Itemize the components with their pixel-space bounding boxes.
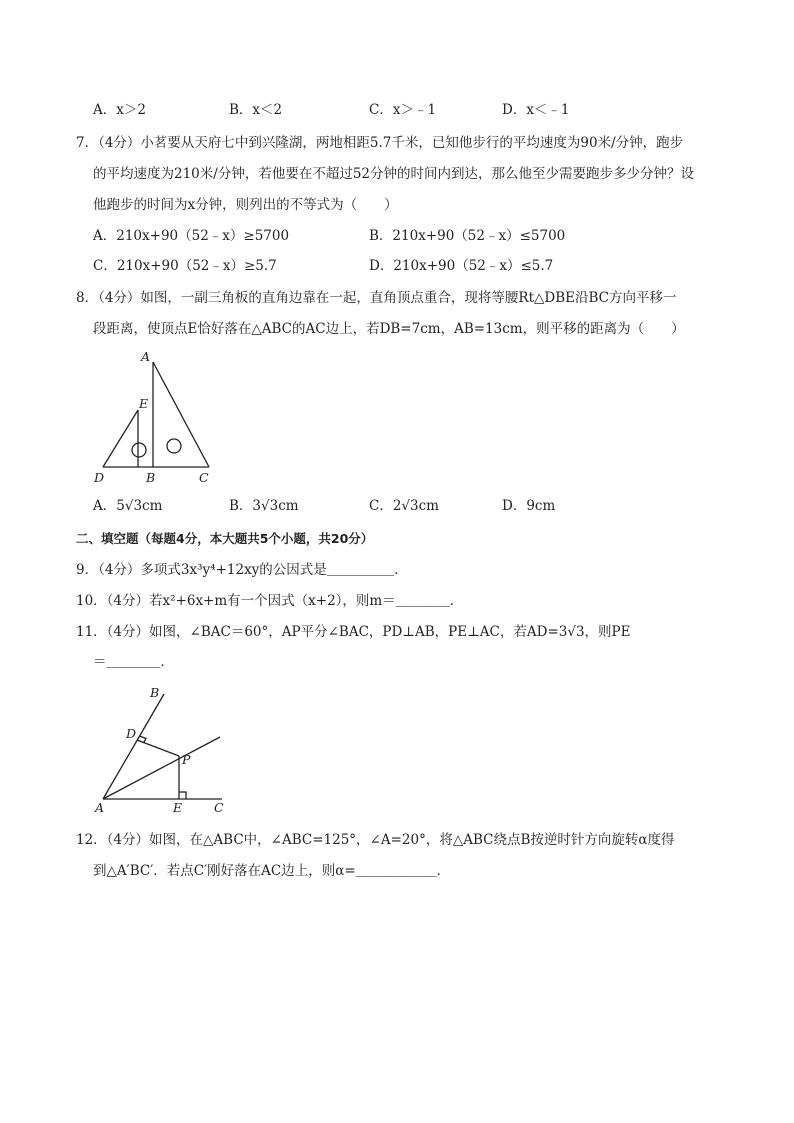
q6-option-b: B．x＜2 (229, 102, 283, 118)
q7-stem-line-2: 的平均速度为210米/分钟，若他要在不超过52分钟的时间内到达，那么他至少需要跑步多少分钟？设 (93, 166, 694, 182)
q11-stem-line-2: ＝＿＿＿＿． (93, 654, 174, 670)
q8-option-d: D．9cm (502, 498, 556, 514)
q7-stem-line-3: 他跑步的时间为x分钟，则列出的不等式为（ ） (93, 197, 398, 213)
q6-option-c: C．x＞﹣1 (369, 102, 437, 118)
q11-label-c: C (214, 800, 224, 815)
q10-stem: 10．（4分）若x²+6x+m有一个因式（x+2），则m＝＿＿＿＿． (76, 593, 464, 609)
q7-option-c: C．210x+90（52﹣x）≥5.7 (93, 258, 277, 274)
q12-stem-line-1: 12．（4分）如图，在△ABC中，∠ABC=125°，∠A=20°，将△ABC绕点B按逆时针方向旋转α度得 (76, 832, 675, 848)
q8-label-b: B (146, 470, 156, 485)
q8-label-d: D (94, 470, 105, 485)
q12-stem-line-2: 到△A′BC′．若点C′刚好落在AC边上，则α=＿＿＿＿＿＿． (93, 863, 451, 879)
q7-option-d: D．210x+90（52﹣x）≤5.7 (369, 258, 554, 274)
q8-stem-line-1: 8．（4分）如图，一副三角板的直角边靠在一起，直角顶点重合，现将等腰Rt△DBE沿BC方向平移一 (76, 290, 677, 306)
q11-right-angle-e (179, 792, 186, 799)
q8-label-e: E (139, 396, 149, 411)
q7-option-b: B．210x+90（52﹣x）≤5700 (369, 228, 566, 244)
q8-option-b: B．3√3cm (229, 498, 299, 514)
q11-label-d: D (126, 726, 137, 741)
q8-option-c: C．2√3cm (369, 498, 439, 514)
section-heading-fill-in: 二、填空题（每题4分，本大题共5个小题，共20分） (76, 531, 374, 546)
q11-label-e: E (173, 800, 183, 815)
q8-label-a: A (141, 349, 151, 364)
q7-stem-line-1: 7．（4分）小茗要从天府七中到兴隆湖，两地相距5.7千米，已知他步行的平均速度为90米/分钟，跑步 (76, 135, 684, 151)
q11-label-a: A (95, 800, 105, 815)
q11-stem-line-1: 11．（4分）如图，∠BAC＝60°，AP平分∠BAC，PD⊥AB，PE⊥AC，若AD=3√3，则PE (76, 624, 631, 640)
q8-stem-line-2: 段距离，使顶点E恰好落在△ABC的AC边上，若DB=7cm，AB=13cm，则平移的距离为（ ） (93, 321, 685, 337)
q11-label-b: B (150, 685, 160, 700)
q6-option-d: D．x＜﹣1 (502, 102, 570, 118)
q8-label-c: C (199, 470, 209, 485)
q6-option-a: A．x＞2 (93, 102, 146, 118)
q8-option-a: A．5√3cm (93, 498, 163, 514)
q9-stem: 9．（4分）多项式3x³y⁴+12xy的公因式是＿＿＿＿＿． (76, 562, 408, 578)
q7-option-a: A．210x+90（52﹣x）≥5700 (93, 228, 290, 244)
q11-label-p: P (182, 752, 191, 767)
